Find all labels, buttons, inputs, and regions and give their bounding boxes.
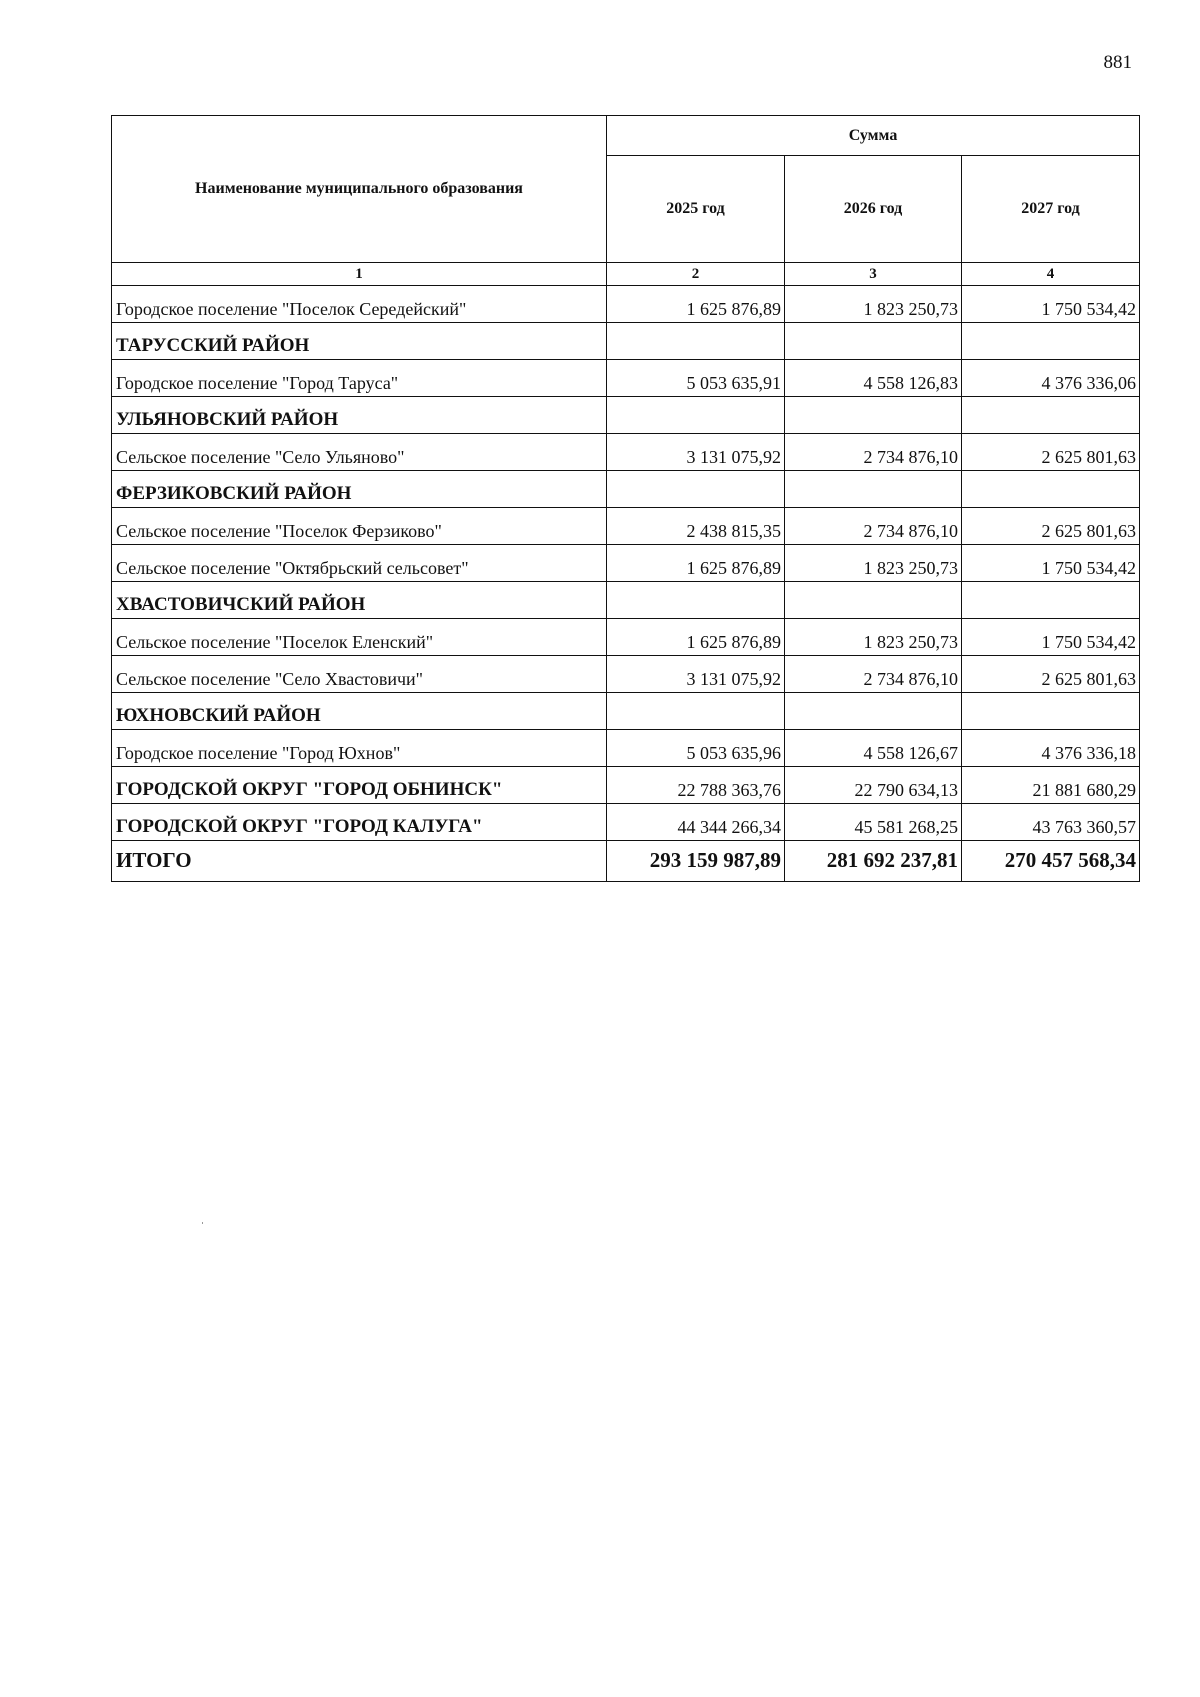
district-header-row <box>112 397 1140 434</box>
value-2026 <box>785 693 962 730</box>
row-name: ГОРОДСКОЙ ОКРУГ "ГОРОД КАЛУГА" <box>112 804 607 841</box>
table-row <box>112 360 1140 397</box>
row-name: Сельское поселение "Поселок Ферзиково" <box>112 508 607 545</box>
value-2025: 1 625 876,89 <box>607 286 785 323</box>
column-number: 3 <box>785 263 962 286</box>
row-name: ТАРУССКИЙ РАЙОН <box>112 323 607 360</box>
district-header-row <box>112 582 1140 619</box>
row-name: Городское поселение "Поселок Середейский" <box>112 286 607 323</box>
page-number: 881 <box>1103 52 1132 73</box>
value-2026: 45 581 268,25 <box>785 804 962 841</box>
row-name: Сельское поселение "Октябрьский сельсовет" <box>112 545 607 582</box>
table-row <box>112 730 1140 767</box>
value-2027: 4 376 336,18 <box>962 730 1140 767</box>
row-name: ЮХНОВСКИЙ РАЙОН <box>112 693 607 730</box>
value-2025: 5 053 635,91 <box>607 360 785 397</box>
value-2025 <box>607 323 785 360</box>
value-2026: 1 823 250,73 <box>785 545 962 582</box>
value-2027 <box>962 693 1140 730</box>
okrug-row <box>112 767 1140 804</box>
value-2026: 2 734 876,10 <box>785 656 962 693</box>
district-header-row <box>112 323 1140 360</box>
value-2027 <box>962 471 1140 508</box>
budget-table <box>111 115 1140 882</box>
district-header-row <box>112 693 1140 730</box>
value-2027: 1 750 534,42 <box>962 286 1140 323</box>
table-row <box>112 656 1140 693</box>
scan-speck <box>202 1222 203 1224</box>
table-row <box>112 545 1140 582</box>
value-2026: 1 823 250,73 <box>785 619 962 656</box>
table-row <box>112 508 1140 545</box>
value-2026: 1 823 250,73 <box>785 286 962 323</box>
value-2025: 3 131 075,92 <box>607 656 785 693</box>
header-sum-group: Сумма <box>607 116 1140 156</box>
value-2027: 1 750 534,42 <box>962 545 1140 582</box>
row-name: ХВАСТОВИЧСКИЙ РАЙОН <box>112 582 607 619</box>
value-2026: 2 734 876,10 <box>785 434 962 471</box>
table-row <box>112 286 1140 323</box>
value-2027 <box>962 397 1140 434</box>
value-2025: 1 625 876,89 <box>607 545 785 582</box>
value-2027 <box>962 582 1140 619</box>
column-number: 4 <box>962 263 1140 286</box>
row-name: Городское поселение "Город Таруса" <box>112 360 607 397</box>
value-2027: 2 625 801,63 <box>962 434 1140 471</box>
row-name: Сельское поселение "Поселок Еленский" <box>112 619 607 656</box>
value-2027: 43 763 360,57 <box>962 804 1140 841</box>
value-2026: 4 558 126,67 <box>785 730 962 767</box>
value-2027: 2 625 801,63 <box>962 508 1140 545</box>
row-name: Городское поселение "Город Юхнов" <box>112 730 607 767</box>
total-row <box>112 841 1140 882</box>
value-2025: 22 788 363,76 <box>607 767 785 804</box>
header-year-2025: 2025 год <box>607 155 785 262</box>
row-name: ФЕРЗИКОВСКИЙ РАЙОН <box>112 471 607 508</box>
table-row <box>112 434 1140 471</box>
value-2025 <box>607 397 785 434</box>
total-label: ИТОГО <box>112 841 607 882</box>
budget-table-wrapper <box>111 115 1139 882</box>
value-2025: 1 625 876,89 <box>607 619 785 656</box>
value-2027 <box>962 323 1140 360</box>
total-2027: 270 457 568,34 <box>962 841 1140 882</box>
value-2026: 4 558 126,83 <box>785 360 962 397</box>
total-2026: 281 692 237,81 <box>785 841 962 882</box>
value-2025 <box>607 582 785 619</box>
column-number-row <box>112 263 1140 286</box>
table-body <box>112 286 1140 841</box>
header-year-2026: 2026 год <box>785 155 962 262</box>
row-name: Сельское поселение "Село Хвастовичи" <box>112 656 607 693</box>
value-2025: 2 438 815,35 <box>607 508 785 545</box>
value-2025: 5 053 635,96 <box>607 730 785 767</box>
value-2026 <box>785 323 962 360</box>
value-2026: 2 734 876,10 <box>785 508 962 545</box>
header-year-2027: 2027 год <box>962 155 1140 262</box>
value-2025: 3 131 075,92 <box>607 434 785 471</box>
row-name: ГОРОДСКОЙ ОКРУГ "ГОРОД ОБНИНСК" <box>112 767 607 804</box>
value-2027: 2 625 801,63 <box>962 656 1140 693</box>
value-2027: 1 750 534,42 <box>962 619 1140 656</box>
value-2026 <box>785 471 962 508</box>
header-name-column: Наименование муниципального образования <box>112 116 607 263</box>
okrug-row <box>112 804 1140 841</box>
row-name: Сельское поселение "Село Ульяново" <box>112 434 607 471</box>
table-row <box>112 619 1140 656</box>
total-2025: 293 159 987,89 <box>607 841 785 882</box>
value-2026 <box>785 582 962 619</box>
value-2025 <box>607 693 785 730</box>
district-header-row <box>112 471 1140 508</box>
value-2026 <box>785 397 962 434</box>
value-2026: 22 790 634,13 <box>785 767 962 804</box>
value-2027: 4 376 336,06 <box>962 360 1140 397</box>
column-number: 1 <box>112 263 607 286</box>
value-2025: 44 344 266,34 <box>607 804 785 841</box>
value-2025 <box>607 471 785 508</box>
value-2027: 21 881 680,29 <box>962 767 1140 804</box>
column-number: 2 <box>607 263 785 286</box>
row-name: УЛЬЯНОВСКИЙ РАЙОН <box>112 397 607 434</box>
